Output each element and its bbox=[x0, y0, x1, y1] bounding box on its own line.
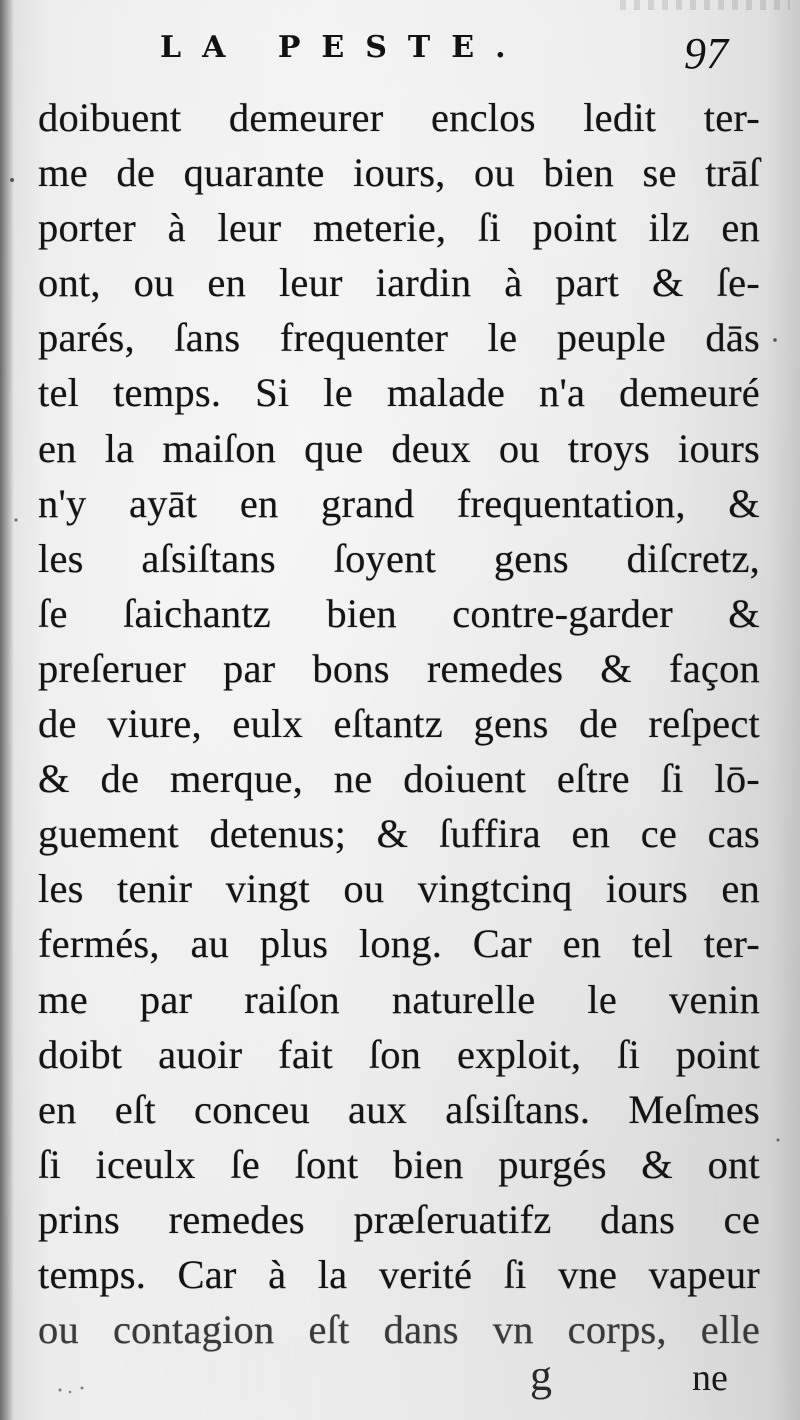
text-line: & de merque, ne doiuent eſtre ſi lō- bbox=[38, 756, 760, 802]
text-line: guement detenus; & ſuffira en ce cas bbox=[38, 811, 760, 857]
text-line: preſeruer par bons remedes & façon bbox=[38, 645, 760, 691]
text-line: ſi iceulx ſe ſont bien purgés & ont bbox=[38, 1141, 760, 1187]
text-line: ou contagion eſt dans vn corps, elle bbox=[38, 1307, 760, 1353]
text-line: me de quarante iours, ou bien se trāſ bbox=[38, 150, 760, 196]
page-footer bbox=[0, 1350, 800, 1410]
text-line: les tenir vingt ou vingtcinq iours en bbox=[38, 866, 760, 912]
text-line: prins remedes præſeruatifz dans ce bbox=[38, 1196, 760, 1242]
text-line: les aſsiſtans ſoyent gens diſcretz, bbox=[38, 535, 760, 581]
page-gutter-shadow bbox=[0, 0, 14, 1420]
text-line: ont, ou en leur iardin à part & ſe- bbox=[38, 260, 760, 306]
text-line: doibt auoir fait ſon exploit, ſi point bbox=[38, 1031, 760, 1077]
text-line: fermés, au plus long. Car en tel ter- bbox=[38, 921, 760, 967]
text-line: en eſt conceu aux aſsiſtans. Meſmes bbox=[38, 1086, 760, 1132]
page-number: 97 bbox=[684, 29, 728, 78]
page-header bbox=[0, 22, 800, 82]
signature-mark: g bbox=[530, 1351, 552, 1400]
text-line: ſe ſaichantz bien contre-garder & bbox=[38, 590, 760, 636]
text-line: de viure, eulx eſtantz gens de reſpect bbox=[38, 701, 760, 747]
text-line: doibuent demeurer enclos ledit ter- bbox=[38, 95, 760, 140]
text-line: porter à leur meterie, ſi point ilz en bbox=[38, 205, 760, 251]
text-line: parés, ſans frequenter le peuple dās bbox=[38, 315, 760, 361]
catchword: ne bbox=[692, 1357, 728, 1399]
text-line: temps. Car à la verité ſi vne vapeur bbox=[38, 1251, 760, 1297]
text-line: en la maiſon que deux ou troys iours bbox=[38, 425, 760, 471]
body-text bbox=[38, 90, 760, 1357]
show-through-mark bbox=[620, 0, 790, 10]
running-title: LA PESTE. bbox=[160, 30, 527, 65]
text-line: me par raiſon naturelle le venin bbox=[38, 976, 760, 1022]
text-line: tel temps. Si le malade n'a demeuré bbox=[38, 370, 760, 416]
text-line: n'y ayāt en grand frequentation, & bbox=[38, 480, 760, 526]
